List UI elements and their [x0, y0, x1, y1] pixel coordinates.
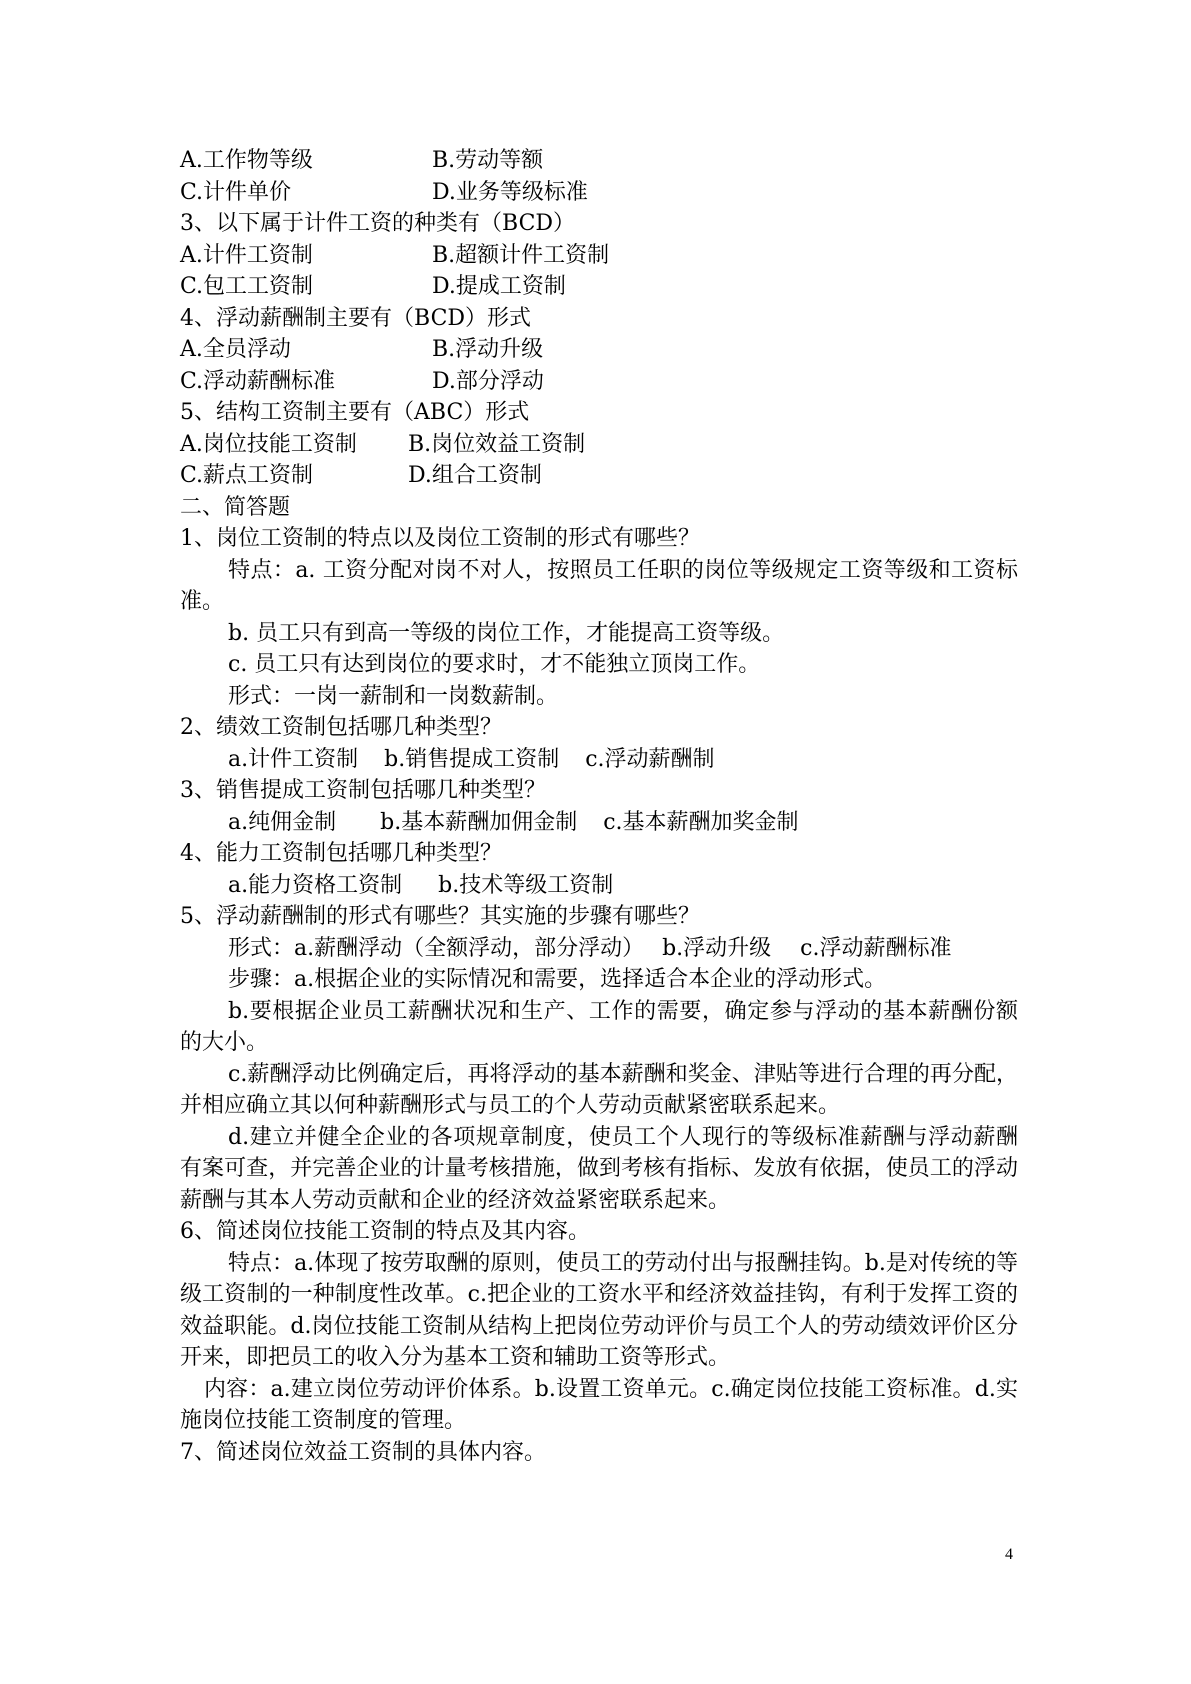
- option-a: A.岗位技能工资制: [180, 431, 357, 457]
- short-question-3: 3、销售提成工资制包括哪几种类型？: [180, 778, 546, 803]
- option-row: [180, 334, 1018, 366]
- option-d: D.提成工资制: [432, 274, 566, 299]
- option-b: B.浮动升级: [432, 337, 544, 362]
- option-row: [180, 177, 1018, 209]
- option-b: B.劳动等额: [432, 148, 544, 173]
- short-question-4: 4、能力工资制包括哪几种类型？: [180, 841, 502, 866]
- answer-line: [180, 807, 1018, 839]
- short-question-1: 1、岗位工资制的特点以及岗位工资制的形式有哪些？: [180, 526, 700, 551]
- answer-item: a.计件工资制: [228, 746, 359, 772]
- answer-line: c. 员工只有达到岗位的要求时，才不能独立顶岗工作。: [228, 652, 761, 677]
- option-row: [180, 240, 1018, 272]
- option-row: [180, 460, 1018, 492]
- answer-line: 形式：一岗一薪制和一岗数薪制。: [228, 683, 559, 709]
- option-b: B.岗位效益工资制: [408, 431, 586, 457]
- option-row: [180, 145, 1018, 177]
- answer-item: b.基本薪酬加佣金制: [380, 809, 578, 835]
- answer-paragraph: b.要根据企业员工薪酬状况和生产、工作的需要，确定参与浮动的基本薪酬份额的大小。: [180, 998, 1018, 1055]
- answer-line: [180, 744, 1018, 776]
- short-question-6: 6、简述岗位技能工资制的特点及其内容。: [180, 1219, 590, 1244]
- page-number: 4: [1005, 1546, 1013, 1563]
- question-5: 5、结构工资制主要有（ABC）形式: [180, 400, 530, 425]
- short-question-5: 5、浮动薪酬制的形式有哪些？其实施的步骤有哪些？: [180, 904, 700, 929]
- option-c: C.包工工资制: [180, 274, 314, 299]
- answer-item: a.能力资格工资制: [228, 872, 403, 898]
- page-content: [180, 145, 1018, 1468]
- answer-item: a.纯佣金制: [228, 809, 337, 835]
- section-heading: 二、简答题: [180, 494, 291, 520]
- option-c: C.薪点工资制: [180, 463, 314, 488]
- short-question-7: 7、简述岗位效益工资制的具体内容。: [180, 1439, 546, 1465]
- option-row: [180, 429, 1018, 461]
- answer-line: b. 员工只有到高一等级的岗位工作，才能提高工资等级。: [228, 620, 785, 646]
- answer-paragraph: c.薪酬浮动比例确定后，再将浮动的基本薪酬和奖金、津贴等进行合理的再分配，并相应确立其以何种薪酬形式与员工的个人劳动贡献紧密联系起来。: [180, 1061, 1018, 1118]
- answer-paragraph: 形式：a.薪酬浮动（全额浮动，部分浮动） b.浮动升级 c.浮动薪酬标准: [228, 935, 952, 961]
- answer-item: c.基本薪酬加奖金制: [603, 809, 799, 835]
- answer-item: b.技术等级工资制: [438, 872, 614, 898]
- answer-paragraph: 特点：a. 工资分配对岗不对人，按照员工任职的岗位等级规定工资等级和工资标准。: [180, 557, 1018, 614]
- option-a: A.计件工资制: [180, 242, 313, 268]
- option-d: D.业务等级标准: [432, 179, 588, 205]
- option-a: A.工作物等级: [180, 148, 313, 173]
- option-c: C.浮动薪酬标准: [180, 368, 336, 394]
- answer-item: c.浮动薪酬制: [585, 746, 715, 772]
- question-3: 3、以下属于计件工资的种类有（BCD）: [180, 211, 576, 236]
- answer-paragraph: d.建立并健全企业的各项规章制度，使员工个人现行的等级标准薪酬与浮动薪酬有案可查，并完善企业的计量考核措施，做到考核有指标、发放有依据，使员工的浮动薪酬与其本人劳动贡献和企业的经济效益紧密联系起来。: [180, 1124, 1018, 1213]
- option-row: [180, 271, 1018, 303]
- option-row: [180, 366, 1018, 398]
- option-b: B.超额计件工资制: [432, 242, 610, 268]
- option-c: C.计件单价: [180, 179, 292, 205]
- option-a: A.全员浮动: [180, 337, 291, 362]
- answer-line: [180, 870, 1018, 902]
- option-d: D.组合工资制: [408, 463, 542, 488]
- answer-paragraph: 特点：a.体现了按劳取酬的原则，使员工的劳动付出与报酬挂钩。b.是对传统的等级工资制的一种制度性改革。c.把企业的工资水平和经济效益挂钩，有利于发挥工资的效益职能。d.岗位技能工资制从结构上把岗位劳动评价与员工个人的劳动绩效评价区分开来，即把员工的收入分为基本工资和辅助工资等形式。: [180, 1250, 1018, 1370]
- option-d: D.部分浮动: [432, 368, 544, 394]
- short-question-2: 2、绩效工资制包括哪几种类型？: [180, 715, 502, 740]
- question-4: 4、浮动薪酬制主要有（BCD）形式: [180, 305, 532, 331]
- answer-paragraph: 内容：a.建立岗位劳动评价体系。b.设置工资单元。c.确定岗位技能工资标准。d.实施岗位技能工资制度的管理。: [180, 1376, 1018, 1433]
- answer-item: b.销售提成工资制: [384, 746, 560, 772]
- answer-paragraph: 步骤：a.根据企业的实际情况和需要，选择适合本企业的浮动形式。: [228, 967, 887, 992]
